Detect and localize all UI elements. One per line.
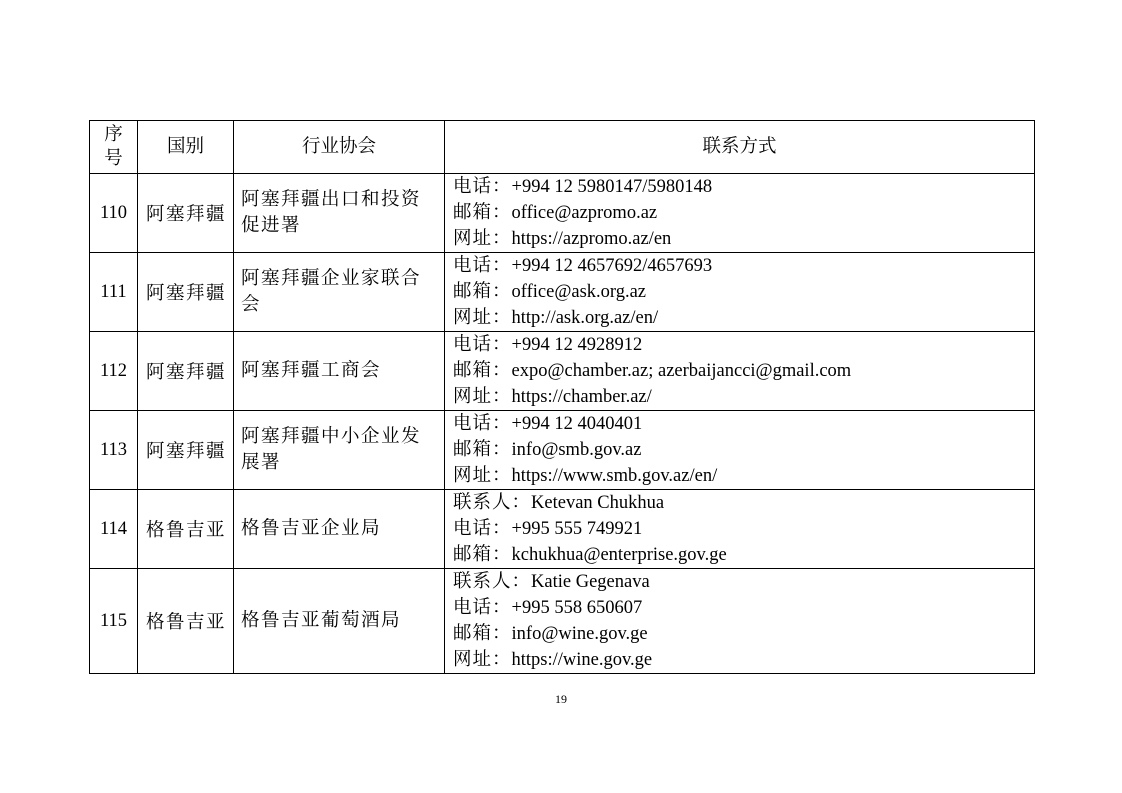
row-contacts	[445, 490, 1035, 569]
contact-value: info@wine.gov.ge	[511, 624, 648, 644]
contact-line	[453, 279, 1034, 305]
page-number: 19	[555, 692, 567, 706]
contact-line	[453, 200, 1034, 226]
contact-line	[453, 542, 1034, 568]
header-association: 行业协会	[234, 121, 445, 174]
table-row	[90, 332, 1035, 411]
contact-label: 电话：	[453, 414, 512, 434]
contact-value: https://chamber.az/	[511, 387, 652, 407]
contact-value: +994 12 4928912	[511, 335, 643, 355]
table-header-row	[90, 121, 1035, 174]
row-association: 阿塞拜疆出口和投资促进署	[234, 174, 445, 253]
row-country: 格鲁吉亚	[138, 490, 234, 569]
contact-value: +994 12 4040401	[511, 414, 643, 434]
contact-label: 网址：	[453, 466, 512, 486]
row-contacts	[445, 332, 1035, 411]
contact-label: 电话：	[453, 177, 512, 197]
contacts-table	[89, 120, 1035, 674]
row-seq: 111	[90, 253, 138, 332]
contact-value: +994 12 4657692/4657693	[511, 256, 713, 276]
contact-line	[453, 437, 1034, 463]
contact-label: 电话：	[453, 335, 512, 355]
contact-label: 电话：	[453, 256, 512, 276]
table-row	[90, 490, 1035, 569]
contact-line	[453, 358, 1034, 384]
contact-value: https://wine.gov.ge	[511, 650, 653, 670]
contact-line	[453, 174, 1034, 200]
header-seq-line: 号	[104, 149, 123, 169]
row-seq: 113	[90, 411, 138, 490]
contact-line	[453, 516, 1034, 542]
row-contacts	[445, 411, 1035, 490]
row-seq: 110	[90, 174, 138, 253]
contact-line	[453, 253, 1034, 279]
contact-label: 网址：	[453, 308, 512, 328]
row-association: 格鲁吉亚葡萄酒局	[234, 569, 445, 674]
contact-label: 邮箱：	[453, 203, 512, 223]
contact-value: +995 558 650607	[511, 598, 643, 618]
contact-line	[453, 595, 1034, 621]
row-contacts	[445, 253, 1035, 332]
row-association: 格鲁吉亚企业局	[234, 490, 445, 569]
contact-label: 联系人：	[453, 572, 532, 592]
contact-value: office@ask.org.az	[511, 282, 647, 302]
header-seq	[90, 121, 138, 174]
row-contacts	[445, 569, 1035, 674]
row-association: 阿塞拜疆中小企业发展署	[234, 411, 445, 490]
contact-value: https://azpromo.az/en	[511, 229, 672, 249]
contact-value: https://www.smb.gov.az/en/	[511, 466, 718, 486]
row-association: 阿塞拜疆工商会	[234, 332, 445, 411]
contact-line	[453, 490, 1034, 516]
row-association: 阿塞拜疆企业家联合会	[234, 253, 445, 332]
contact-value: +995 555 749921	[511, 519, 643, 539]
contact-value: office@azpromo.az	[511, 203, 658, 223]
contact-line	[453, 463, 1034, 489]
contact-line	[453, 621, 1034, 647]
contact-line	[453, 384, 1034, 410]
row-seq: 112	[90, 332, 138, 411]
row-contacts	[445, 174, 1035, 253]
contact-label: 邮箱：	[453, 282, 512, 302]
header-country: 国别	[138, 121, 234, 174]
contact-label: 邮箱：	[453, 545, 512, 565]
contact-value: expo@chamber.az; azerbaijancci@gmail.com	[511, 361, 852, 381]
row-country: 格鲁吉亚	[138, 569, 234, 674]
header-seq-line: 序	[104, 125, 123, 145]
contact-value: info@smb.gov.az	[511, 440, 642, 460]
header-contact: 联系方式	[445, 121, 1035, 174]
row-country: 阿塞拜疆	[138, 174, 234, 253]
contact-label: 网址：	[453, 387, 512, 407]
contact-label: 电话：	[453, 598, 512, 618]
contact-line	[453, 569, 1034, 595]
contact-value: kchukhua@enterprise.gov.ge	[511, 545, 727, 565]
contact-label: 邮箱：	[453, 440, 512, 460]
contact-label: 邮箱：	[453, 361, 512, 381]
row-seq: 115	[90, 569, 138, 674]
contact-label: 联系人：	[453, 493, 532, 513]
row-country: 阿塞拜疆	[138, 332, 234, 411]
contact-line	[453, 411, 1034, 437]
contact-line	[453, 305, 1034, 331]
row-country: 阿塞拜疆	[138, 253, 234, 332]
contact-value: http://ask.org.az/en/	[511, 308, 659, 328]
table-row	[90, 569, 1035, 674]
contact-label: 邮箱：	[453, 624, 512, 644]
row-country: 阿塞拜疆	[138, 411, 234, 490]
table-row	[90, 411, 1035, 490]
contact-value: +994 12 5980147/5980148	[511, 177, 713, 197]
table-row	[90, 253, 1035, 332]
row-seq: 114	[90, 490, 138, 569]
contact-value: Ketevan Chukhua	[531, 493, 665, 513]
table-row	[90, 174, 1035, 253]
contact-line	[453, 332, 1034, 358]
contact-value: Katie Gegenava	[531, 572, 650, 592]
contact-label: 网址：	[453, 229, 512, 249]
contact-label: 网址：	[453, 650, 512, 670]
contact-line	[453, 226, 1034, 252]
contact-line	[453, 647, 1034, 673]
contact-label: 电话：	[453, 519, 512, 539]
